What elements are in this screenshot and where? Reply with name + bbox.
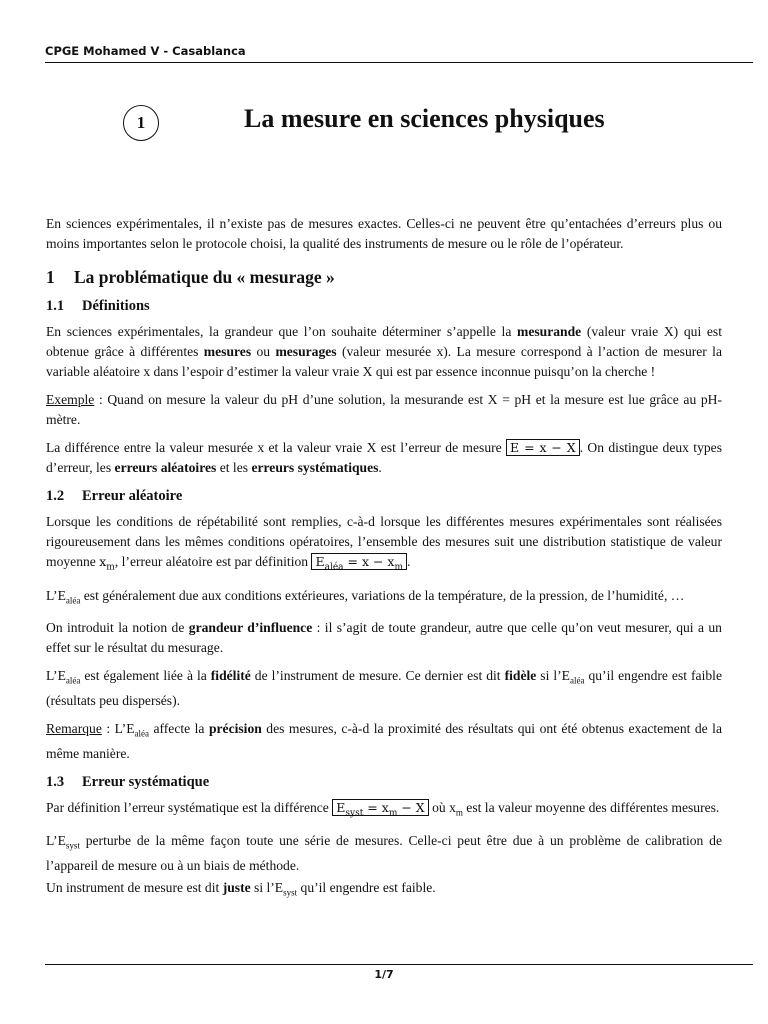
term-mesures: mesures	[203, 344, 252, 359]
fidelity-paragraph	[46, 666, 722, 711]
section-heading-1-1	[46, 296, 722, 316]
text: Lorsque les conditions de répétabilité sont remplies, c-à-d lorsque les différentes mesures expérimentales sont réalisées rigoureusement dans les mêmes conditions opératoires, l’ensemble des mesures suit une distribution statistique de valeur moyenne	[46, 514, 722, 569]
example-label: Exemple	[46, 392, 95, 407]
term-systematic-errors: erreurs systématiques	[251, 460, 379, 475]
section-title: La problématique du « mesurage »	[74, 267, 335, 287]
example-paragraph	[46, 390, 722, 430]
text: : L’E	[101, 720, 135, 736]
formula-random-error: $E_{aléa} = x - x_m$	[311, 553, 407, 570]
text: perturbe de la même façon toute une série de mesures. Celle-ci peut être due à un problème de calibration de l’appareil de mesure ou à un biais de méthode.	[46, 833, 722, 873]
term-fidele: fidèle	[504, 668, 537, 684]
random-error-causes-paragraph	[46, 586, 722, 611]
remark-label: Remarque	[46, 720, 102, 736]
systematic-error-paragraph	[46, 798, 722, 824]
term-random-errors: erreurs aléatoires	[114, 460, 217, 475]
text: des mesures, c-à-d la proximité des résultats qui ont été obtenus exactement de la même manière.	[46, 720, 722, 761]
formula-error: E = x − X	[506, 439, 580, 456]
text: : il s’agit de toute grandeur, autre que celle qu’on veut mesurer, qui a un effet sur le résultat du mesurage.	[46, 620, 722, 656]
text: L’E	[46, 587, 66, 603]
text: L’E	[46, 668, 66, 684]
term-mesurages: mesurages	[275, 344, 337, 359]
section-heading-1-3	[46, 772, 722, 792]
section-title: Erreur aléatoire	[82, 488, 183, 504]
remark-paragraph	[46, 719, 722, 764]
subscript: syst	[65, 840, 80, 851]
subscript: m	[455, 807, 463, 818]
footer-divider	[45, 964, 753, 965]
text: (valeur vraie X) qui est obtenue grâce à différentes	[46, 324, 722, 359]
subscript: aléa	[569, 675, 585, 686]
section-number: 1.2	[46, 488, 65, 504]
text: de l’instrument de mesure. Ce dernier est dit	[250, 668, 505, 684]
chapter-number: 1	[136, 113, 146, 132]
subscript: syst	[283, 887, 298, 898]
term-juste: juste	[222, 879, 251, 895]
section-title: Erreur systématique	[82, 773, 210, 790]
text: et les	[216, 460, 252, 475]
section-number: 1.1	[46, 298, 65, 314]
chapter-title: La mesure en sciences physiques	[244, 104, 605, 133]
systematic-error-causes-paragraph	[46, 831, 722, 876]
text: qu’il engendre est faible.	[297, 879, 436, 895]
section-heading-1	[46, 266, 722, 288]
definitions-paragraph	[46, 322, 722, 382]
text: La différence entre la valeur mesurée x et la valeur vraie X est l’erreur de mesure	[46, 440, 507, 455]
section-number: 1	[46, 267, 55, 287]
intro-paragraph: En sciences expérimentales, il n’existe pas de mesures exactes. Celles-ci ne peuvent être qu’entachées d’erreurs plus ou moins importantes selon le protocole choisi, la qualité des instruments de mesure ou le rôle de l’opérateur.	[46, 216, 722, 251]
text: est la valeur moyenne des différentes mesures.	[462, 799, 720, 815]
text: affecte la	[148, 720, 209, 736]
text: .	[378, 460, 382, 475]
text: : Quand on mesure la valeur du pH d’une solution, la mesurande est X = pH et la mesure est lue grâce au pH-mètre.	[46, 392, 722, 427]
page-number: 1/7	[374, 968, 394, 981]
subscript: aléa	[65, 675, 81, 686]
text: , l’erreur aléatoire est par définition	[114, 554, 312, 569]
subscript: aléa	[65, 595, 81, 606]
accuracy-paragraph	[46, 878, 722, 903]
text: où x	[428, 799, 456, 815]
text: est généralement due aux conditions extérieures, variations de la température, de la pression, de l’humidité, …	[80, 587, 685, 603]
term-influence: grandeur d’influence	[188, 620, 313, 636]
subscript: aléa	[134, 728, 149, 739]
text: On introduit la notion de	[46, 620, 189, 636]
text: . On distingue deux types d’erreur, les	[46, 440, 722, 475]
term-fidelite: fidélité	[210, 668, 251, 684]
text: .	[407, 554, 411, 569]
text: si l’E	[250, 879, 284, 895]
influence-paragraph	[46, 618, 722, 658]
text: Par définition l’erreur systématique est la différence	[46, 799, 333, 815]
text: Un instrument de mesure est dit	[46, 879, 223, 895]
text: En sciences expérimentales, la grandeur que l’on souhaite déterminer s’appelle la	[46, 324, 518, 339]
section-heading-1-2	[46, 486, 722, 506]
text: si l’E	[536, 668, 570, 684]
error-definition-paragraph	[46, 438, 722, 478]
document-body	[46, 214, 722, 911]
text: qu’il engendre est faible (résultats peu dispersés).	[46, 668, 722, 708]
text: (valeur mesurée x). La mesure correspond à l’action de mesurer la variable aléatoire x dans l’espoir d’estimer la valeur vraie X qui est par essence inconnue puisqu’on la cherche !	[46, 344, 722, 379]
page-header: CPGE Mohamed V - Casablanca	[45, 44, 753, 63]
random-error-paragraph	[46, 512, 722, 578]
text: est également liée à la	[80, 668, 211, 684]
term-mesurande: mesurande	[517, 324, 582, 339]
section-title: Définitions	[82, 298, 150, 314]
text: L’E	[46, 833, 66, 849]
section-number: 1.3	[46, 773, 65, 790]
term-precision: précision	[208, 720, 262, 736]
chapter-number-circle	[123, 105, 159, 141]
mean-symbol: $x_m$	[99, 554, 115, 573]
text: ou	[251, 344, 276, 359]
formula-systematic-error: $E_{syst} = x_m - X$	[332, 799, 428, 816]
